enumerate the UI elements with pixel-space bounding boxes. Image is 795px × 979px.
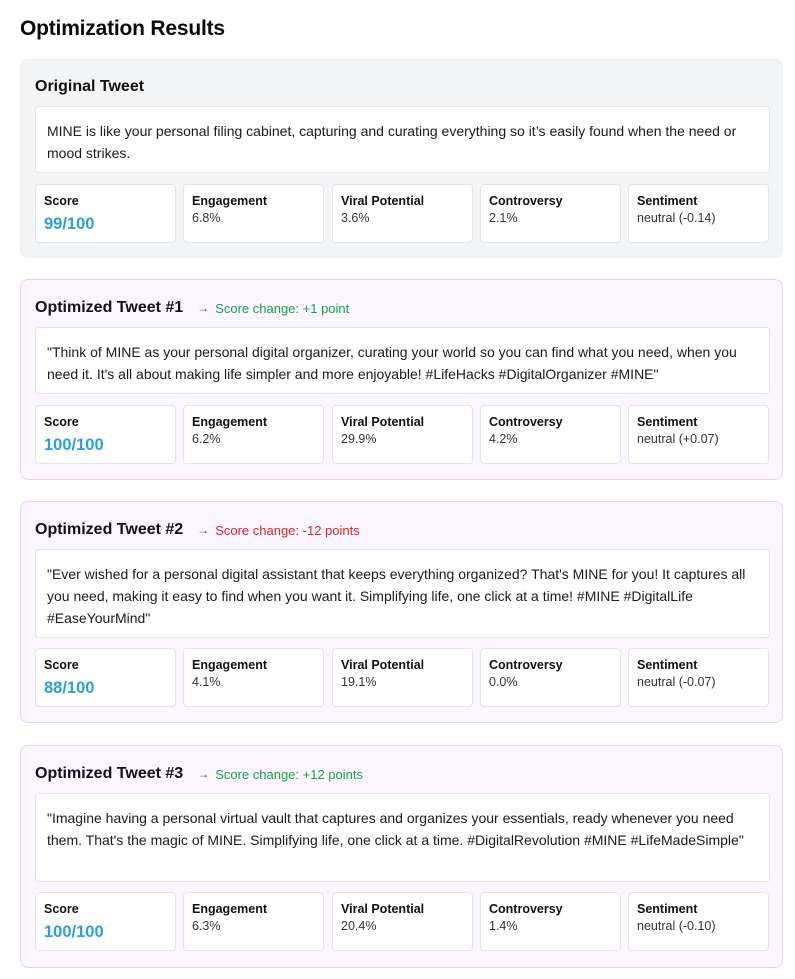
arrow-right-icon: → xyxy=(197,523,210,537)
card-title: Original Tweet xyxy=(35,78,145,95)
optimized-tweet-card xyxy=(20,745,783,968)
metric-label: Score xyxy=(44,902,79,916)
tweet-text: "Imagine having a personal virtual vault that captures and organizes your essentials, ready whenever you need them. That's the magic of MINE. Simplifying life, one click at a time. #DigitalRevolution #MINE #LifeMadeSimple" xyxy=(35,793,770,882)
metric-controversy xyxy=(480,405,621,464)
metric-viral-potential xyxy=(332,648,473,707)
page-title: Optimization Results xyxy=(20,17,225,40)
metric-label: Engagement xyxy=(192,415,268,429)
score-change-text: Score change: +12 points xyxy=(215,766,363,782)
arrow-right-icon: → xyxy=(197,301,210,315)
score-change xyxy=(197,767,363,782)
metric-sentiment xyxy=(628,892,769,951)
engagement-value: 6.2% xyxy=(192,432,221,446)
metric-label: Sentiment xyxy=(637,194,698,208)
arrow-right-icon: → xyxy=(197,767,210,781)
sentiment-value: neutral (-0.07) xyxy=(637,675,716,689)
sentiment-value: neutral (+0.07) xyxy=(637,432,719,446)
metric-label: Sentiment xyxy=(637,415,698,429)
controversy-value: 2.1% xyxy=(489,211,518,225)
metric-label: Score xyxy=(44,194,79,208)
card-header xyxy=(35,765,363,783)
controversy-value: 4.2% xyxy=(489,432,518,446)
score-value: 88/100 xyxy=(44,679,95,697)
tweet-text: MINE is like your personal filing cabinet, capturing and curating everything so it’s easily found when the need or mood strikes. xyxy=(35,106,770,173)
optimized-tweet-card xyxy=(20,501,783,723)
metric-label: Viral Potential xyxy=(341,658,425,672)
metric-engagement xyxy=(183,648,324,707)
metric-label: Sentiment xyxy=(637,902,698,916)
metric-viral-potential xyxy=(332,405,473,464)
metrics-row xyxy=(35,405,770,464)
metric-sentiment xyxy=(628,648,769,707)
metric-engagement xyxy=(183,405,324,464)
card-title: Optimized Tweet #1 xyxy=(35,299,184,316)
viral-value: 3.6% xyxy=(341,211,370,225)
viral-value: 29.9% xyxy=(341,432,377,446)
sentiment-value: neutral (-0.10) xyxy=(637,919,716,933)
score-change xyxy=(197,301,349,316)
metric-label: Engagement xyxy=(192,902,268,916)
card-header xyxy=(35,78,144,96)
score-value: 100/100 xyxy=(44,436,104,454)
metric-viral-potential xyxy=(332,892,473,951)
metrics-row xyxy=(35,892,770,951)
metric-score xyxy=(35,892,176,951)
metric-label: Engagement xyxy=(192,658,268,672)
viral-value: 19.1% xyxy=(341,675,377,689)
metric-sentiment xyxy=(628,405,769,464)
metrics-row xyxy=(35,648,770,707)
engagement-value: 6.3% xyxy=(192,919,221,933)
metric-score xyxy=(35,184,176,243)
metric-score xyxy=(35,648,176,707)
metric-label: Engagement xyxy=(192,194,268,208)
controversy-value: 1.4% xyxy=(489,919,518,933)
score-change-text: Score change: -12 points xyxy=(215,522,360,538)
score-value: 99/100 xyxy=(44,215,95,233)
metric-label: Sentiment xyxy=(637,658,698,672)
engagement-value: 6.8% xyxy=(192,211,221,225)
card-title: Optimized Tweet #2 xyxy=(35,521,184,538)
metrics-row xyxy=(35,184,770,243)
controversy-value: 0.0% xyxy=(489,675,518,689)
metric-label: Controversy xyxy=(489,194,563,208)
metric-label: Viral Potential xyxy=(341,194,425,208)
metric-label: Viral Potential xyxy=(341,902,425,916)
engagement-value: 4.1% xyxy=(192,675,221,689)
tweet-text: "Think of MINE as your personal digital organizer, curating your world so you can find what you need, when you need it. It's all about making life simpler and more enjoyable! #LifeHacks #DigitalOrganizer #MINE" xyxy=(35,327,770,394)
metric-label: Score xyxy=(44,415,79,429)
metric-label: Controversy xyxy=(489,902,563,916)
card-header xyxy=(35,299,349,317)
score-change xyxy=(197,523,360,538)
metric-sentiment xyxy=(628,184,769,243)
metric-label: Controversy xyxy=(489,658,563,672)
sentiment-value: neutral (-0.14) xyxy=(637,211,716,225)
metric-viral-potential xyxy=(332,184,473,243)
score-change-text: Score change: +1 point xyxy=(215,300,350,316)
metric-engagement xyxy=(183,892,324,951)
metric-label: Viral Potential xyxy=(341,415,425,429)
tweet-text: "Ever wished for a personal digital assistant that keeps everything organized? That's MINE for you! It captures all you need, making it easy to find when you want it. Simplifying life, one click at a time! #MINE #DigitalLife #EaseYourMind" xyxy=(35,549,770,638)
metric-score xyxy=(35,405,176,464)
card-header xyxy=(35,521,360,539)
optimized-tweet-card xyxy=(20,279,783,480)
metric-controversy xyxy=(480,184,621,243)
metric-controversy xyxy=(480,648,621,707)
metric-controversy xyxy=(480,892,621,951)
viral-value: 20.4% xyxy=(341,919,377,933)
original-tweet-card xyxy=(20,59,783,258)
card-title: Optimized Tweet #3 xyxy=(35,765,184,782)
score-value: 100/100 xyxy=(44,923,104,941)
metric-engagement xyxy=(183,184,324,243)
metric-label: Score xyxy=(44,658,79,672)
metric-label: Controversy xyxy=(489,415,563,429)
